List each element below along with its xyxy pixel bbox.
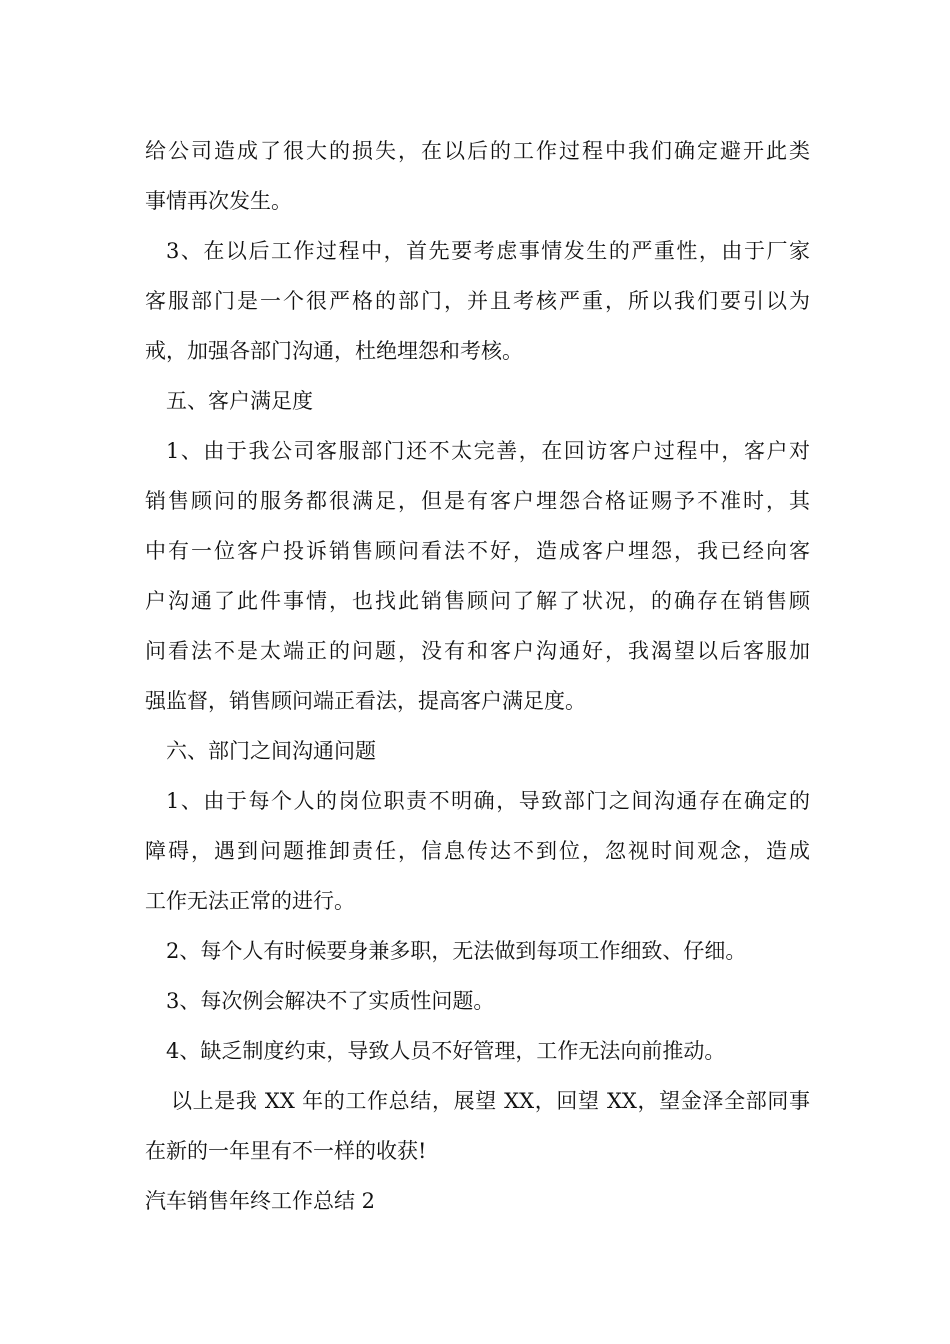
- text-line: 戒，加强各部门沟通，杜绝埋怨和考核。: [145, 339, 523, 363]
- text-line: 工作无法正常的进行。: [145, 889, 355, 913]
- heading-line: 五、客户满足度: [166, 389, 313, 413]
- text-line: 3、每次例会解决不了实质性问题。: [166, 989, 495, 1013]
- text-line: 在新的一年里有不一样的收获!: [145, 1139, 427, 1163]
- document-body: [145, 126, 810, 1226]
- text-line: 客服部门是一个很严格的部门，并且考核严重，所以我们要引以为: [145, 289, 810, 313]
- text-line: 给公司造成了很大的损失，在以后的工作过程中我们确定避开此类: [145, 139, 810, 163]
- text-line: 强监督，销售顾问端正看法，提高客户满足度。: [145, 689, 586, 713]
- paragraph-communication-item-3: [145, 976, 810, 1026]
- text-line: 以上是我 XX 年的工作总结，展望 XX，回望 XX，望金泽全部同事: [171, 1089, 810, 1113]
- section-heading-customer-satisfaction: [145, 376, 810, 426]
- paragraph-communication-item-2: [145, 926, 810, 976]
- text-line: 中有一位客户投诉销售顾问看法不好，造成客户埋怨，我已经向客: [145, 539, 810, 563]
- paragraph-item-3-severity: [145, 226, 810, 376]
- text-line: 2、每个人有时候要身兼多职，无法做到每项工作细致、仔细。: [166, 939, 747, 963]
- text-line: 问看法不是太端正的问题，没有和客户沟通好，我渴望以后客服加: [145, 639, 810, 663]
- paragraph-loss-continuation: [145, 126, 810, 226]
- text-line: 事情再次发生。: [145, 189, 292, 213]
- text-line: 户沟通了此件事情，也找此销售顾问了解了状况，的确存在销售顾: [145, 589, 810, 613]
- text-line: 4、缺乏制度约束，导致人员不好管理，工作无法向前推动。: [166, 1039, 726, 1063]
- paragraph-conclusion: [145, 1076, 810, 1176]
- next-section-title: [145, 1176, 810, 1226]
- text-line: 销售顾问的服务都很满足，但是有客户埋怨合格证赐予不准时，其: [145, 489, 810, 513]
- paragraph-satisfaction-item-1: [145, 426, 810, 726]
- text-line: 1、由于每个人的岗位职责不明确，导致部门之间沟通存在确定的: [166, 789, 810, 813]
- text-line: 3、在以后工作过程中，首先要考虑事情发生的严重性，由于厂家: [166, 239, 810, 263]
- section-title-line: 汽车销售年终工作总结 2: [145, 1189, 376, 1213]
- section-heading-department-communication: [145, 726, 810, 776]
- paragraph-communication-item-4: [145, 1026, 810, 1076]
- text-line: 障碍，遇到问题推卸责任，信息传达不到位，忽视时间观念，造成: [145, 839, 810, 863]
- paragraph-communication-item-1: [145, 776, 810, 926]
- heading-line: 六、部门之间沟通问题: [166, 739, 376, 763]
- text-line: 1、由于我公司客服部门还不太完善，在回访客户过程中，客户对: [166, 439, 810, 463]
